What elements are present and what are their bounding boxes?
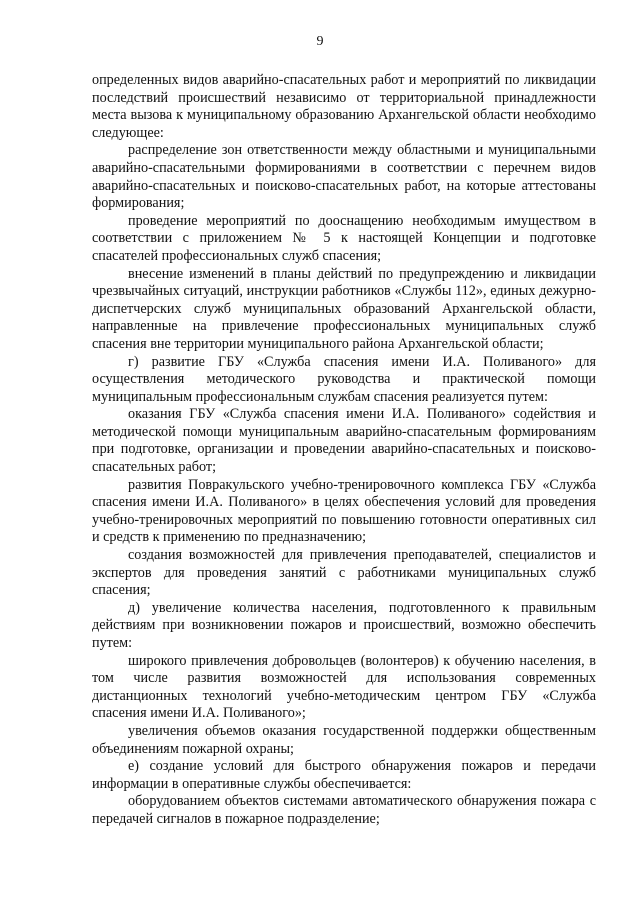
paragraph-item-e: е) создание условий для быстрого обнаружения пожаров и передачи информации в оперативные службы обеспечивается: <box>92 758 596 792</box>
paragraph-methodical-help: оказания ГБУ «Служба спасения имени И.А. Поливаного» содействия и методической помощи муниципальным аварийно-спасательным формированиям при подготовке, организации и проведении аварийно-спасательных и поисково-спасательных работ; <box>92 406 596 476</box>
paragraph-continuation: определенных видов аварийно-спасательных работ и мероприятий по ликвидации последствий происшествий независимо от территориальной принадлежности места вызова к муниципальному образованию Архангельской области необходимо следующее: <box>92 72 596 141</box>
paragraph-item-g: г) развитие ГБУ «Служба спасения имени И.А. Поливаного» для осуществления методического руководства и практической помощи муниципальным профессиональным службам спасения реализуется путем: <box>92 353 596 405</box>
paragraph-action-plans: внесение изменений в планы действий по предупреждению и ликвидации чрезвычайных ситуаций, инструкции работников «Службы 112», единых дежурно-диспетчерских служб муниципальных образований Архангельской области, направленные на привлечение профессиональных муниципальных служб спасения вне территории муниципального района Архангельской области; <box>92 265 596 352</box>
paragraph-state-support: увеличения объемов оказания государственной поддержки общественным объединениям пожарной охраны; <box>92 722 596 757</box>
paragraph-equipment: проведение мероприятий по дооснащению необходимым имуществом в соответствии с приложением № 5 к настоящей Концепции и подготовке спасателей профессиональных служб спасения; <box>92 212 596 264</box>
document-body <box>92 72 596 829</box>
paragraph-item-d: д) увеличение количества населения, подготовленного к правильным действиям при возникновении пожаров и происшествий, возможно обеспечить путем: <box>92 599 596 651</box>
paragraph-experts: создания возможностей для привлечения преподавателей, специалистов и экспертов для проведения занятий с работниками муниципальных служб спасения; <box>92 547 596 599</box>
paragraph-zones-of-responsibility: распределение зон ответственности между областными и муниципальными аварийно-спасательными формированиями в соответствии с перечнем видов аварийно-спасательных и поисково-спасательных работ, на которые аттестованы формирования; <box>92 142 596 212</box>
paragraph-training-complex: развития Повракульского учебно-тренировочного комплекса ГБУ «Служба спасения имени И.А. Поливаного» в целях обеспечения условий для проведения учебно-тренировочных мероприятий по повышению готовности оперативных сил и средств к применению по предназначению; <box>92 476 596 546</box>
paragraph-fire-detection: оборудованием объектов системами автоматического обнаружения пожара с передачей сигналов в пожарное подразделение; <box>92 793 596 827</box>
page-number: 9 <box>316 34 324 49</box>
paragraph-volunteers: широкого привлечения добровольцев (волонтеров) к обучению населения, в том числе развития возможностей для использования современных дистанционных технологий учебно-методическим центром ГБУ «Служба спасения имени И.А. Поливаного»; <box>92 652 596 722</box>
